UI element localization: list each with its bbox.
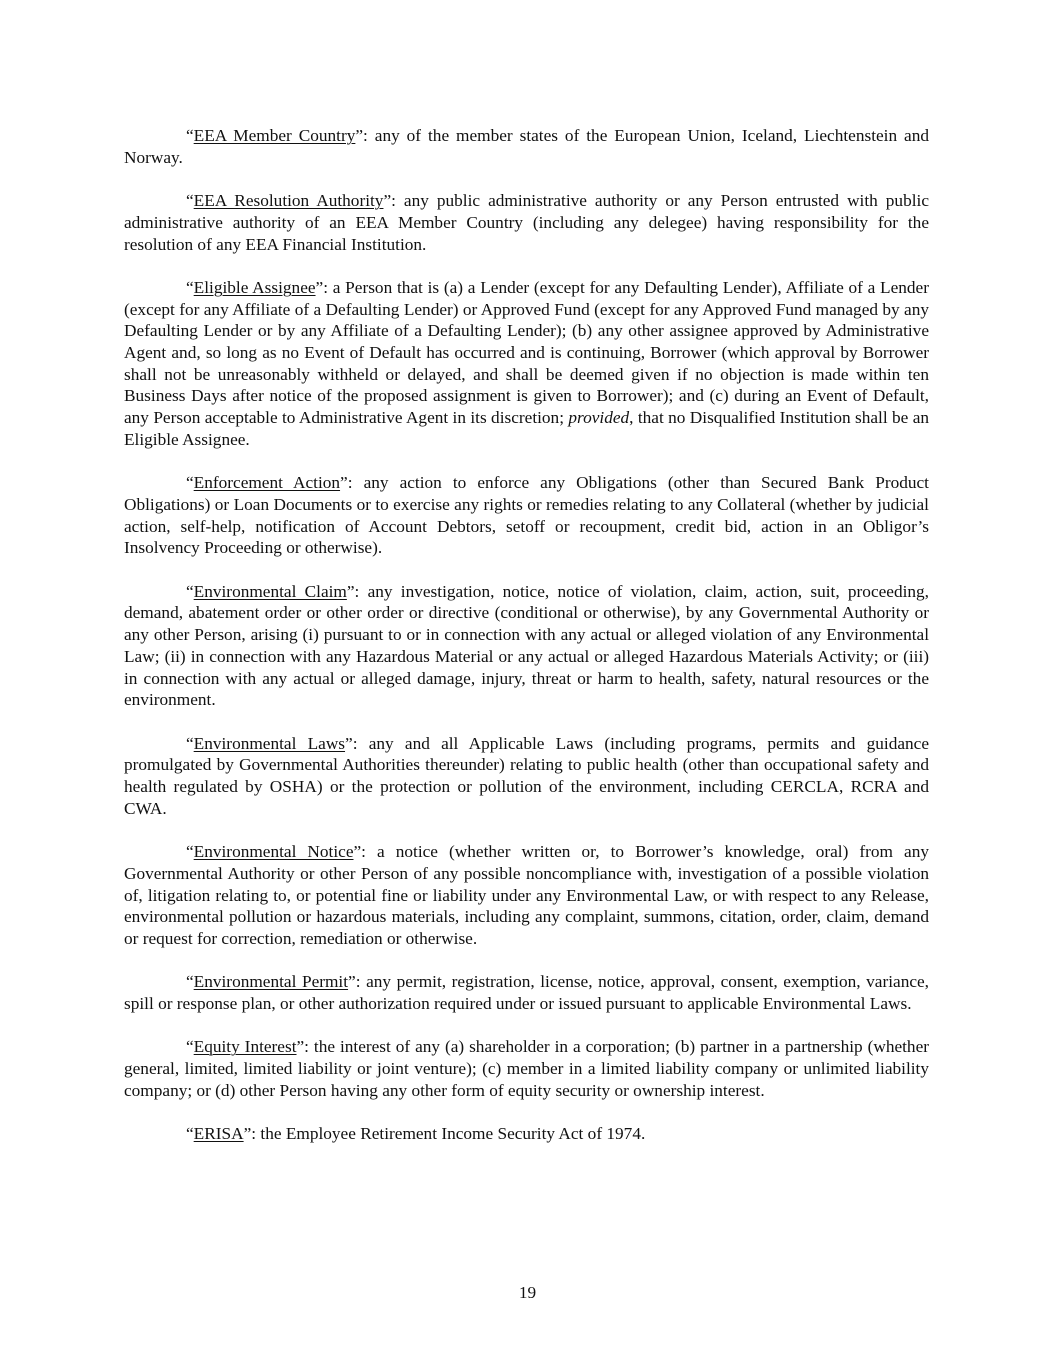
defined-term: Eligible Assignee [193, 277, 316, 297]
definition-eligible-assignee: “Eligible Assignee”: a Person that is (a) a Lender (except for any Defaulting Lender), Affiliate of a Lender (except for any Affiliate of a Defaulting Lender) or Approved Fund (except for any Approved Fund managed by any Defaulting Lender or by any Affiliate of a Defaulting Lender); (b) any other assignee approved by Administrative Agent and, so long as no Event of Default has occurred and is continuing, Borrower (which approval by Borrower shall not be unreasonably withheld or delayed, and shall be deemed given if no objection is made within ten Business Days after notice of the proposed assignment is given to Borrower); and (c) during an Event of Default, any Person acceptable to Administrative Agent in its discretion; provided, that no Disqualified Institution shall be an Eligible Assignee. [124, 277, 930, 449]
definition-erisa: “ERISA”: the Employee Retirement Income Security Act of 1974. [186, 1124, 646, 1144]
definition-text: ”: the interest of any (a) shareholder in a corporation; (b) partner in a partnership (whether general, limited, limited liability or joint venture); (c) member in a limited liability company or unlimited liability company; or (d) other Person having any other form of equity security or ownership interest. [124, 1037, 929, 1100]
definition-text: ”: a Person that is (a) a Lender (except for any Defaulting Lender), Affiliate of a Lender (except for any Affiliate of a Defaulting Lender) or Approved Fund (except for any Approved Fund managed by any Defaulting Lender or by any Affiliate of a Defaulting Lender); (b) any other assignee approved by Administrative Agent and, so long as no Event of Default has occurred and is continuing, Borrower (which approval by Borrower shall not be unreasonably withheld or delayed, and shall be deemed given if no objection is made within ten Business Days after notice of the proposed assignment is given to Borrower); and (c) during an Event of Default, any Person acceptable to Administrative Agent in its discretion; [124, 277, 929, 428]
definition-text: ”: any permit, registration, license, notice, approval, consent, exemption, variance, spill or response plan, or other authorization required under or issued pursuant to applicable Environmental Laws. [124, 972, 929, 1014]
definition-enforcement-action: “Enforcement Action”: any action to enforce any Obligations (other than Secured Bank Product Obligations) or Loan Documents or to exercise any rights or remedies relating to any Collateral (whether by judicial action, self-help, notification of Account Debtors, setoff or recoupment, credit bid, action in an Obligor’s Insolvency Proceeding or otherwise). [124, 473, 929, 558]
document-page [124, 125, 929, 1167]
definition-environmental-laws: “Environmental Laws”: any and all Applicable Laws (including programs, permits and guidance promulgated by Governmental Authorities thereunder) relating to public health (other than occupational safety and health regulated by OSHA) or the protection or pollution of the environment, including CERCLA, RCRA and CWA. [124, 733, 929, 818]
definition-environmental-notice: “Environmental Notice”: a notice (whether written or, to Borrower’s knowledge, oral) from any Governmental Authority or other Person of any possible noncompliance with, investigation of a possible violation of, litigation relating to, or potential fine or liability under any Environmental Law, or with respect to any Release, environmental pollution or hazardous materials, including any complaint, summons, citation, order, claim, demand or request for correction, remediation or otherwise. [124, 842, 929, 948]
definition-environmental-permit: “Environmental Permit”: any permit, registration, license, notice, approval, consent, exemption, variance, spill or response plan, or other authorization required under or issued pursuant to applicable Environmental Laws. [124, 972, 929, 1014]
defined-term: EEA Resolution Authority [193, 191, 384, 211]
definition-eea-member-country: “EEA Member Country”: any of the member states of the European Union, Iceland, Liechtenstein and Norway. [124, 126, 929, 167]
definition-text-tail: , that no Disqualified Institution shall be an Eligible Assignee. [124, 408, 930, 449]
definition-text: ”: any investigation, notice, notice of violation, claim, action, suit, proceeding, demand, abatement order or other order or directive (conditional or otherwise), by any Governmental Authority or any other Person, arising (i) pursuant to or in connection with any actual or alleged violation of any Environmental Law; (ii) in connection with any Hazardous Material or any actual or alleged Hazardous Materials Activity; or (iii) in connection with any actual or alleged damage, injury, threat or harm to health, safety, natural resources or the environment. [124, 581, 929, 710]
definition-text: ”: any of the member states of the European Union, Iceland, Liechtenstein and Norway. [124, 126, 929, 167]
defined-term: Environmental Permit [193, 972, 349, 992]
definition-text: ”: the Employee Retirement Income Security Act of 1974. [243, 1124, 646, 1144]
defined-term: Enforcement Action [193, 473, 341, 493]
defined-term: Environmental Laws [193, 733, 346, 753]
defined-term: Environmental Claim [193, 581, 347, 601]
definition-text: ”: any public administrative authority or any Person entrusted with public administrative authority of an EEA Member Country (including any delegee) having responsibility for the resolution of any EEA Financial Institution. [124, 191, 929, 254]
defined-term: Environmental Notice [193, 842, 354, 862]
defined-term: ERISA [193, 1124, 244, 1144]
definition-text: ”: any and all Applicable Laws (including programs, permits and guidance promulgated by Governmental Authorities thereunder) relating to public health (other than occupational safety and health regulated by OSHA) or the protection or pollution of the environment, including CERCLA, RCRA and CWA. [124, 733, 929, 818]
defined-term: Equity Interest [193, 1037, 297, 1057]
definition-text: ”: a notice (whether written or, to Borrower’s knowledge, oral) from any Governmental Authority or other Person of any possible noncompliance with, investigation of a possible violation of, litigation relating to, or potential fine or liability under any Environmental Law, or with respect to any Release, environmental pollution or hazardous materials, including any complaint, summons, citation, order, claim, demand or request for correction, remediation or otherwise. [124, 842, 929, 948]
italic-proviso: provided [568, 408, 630, 428]
definition-environmental-claim: “Environmental Claim”: any investigation, notice, notice of violation, claim, action, suit, proceeding, demand, abatement order or other order or directive (conditional or otherwise), by any Governmental Authority or any other Person, arising (i) pursuant to or in connection with any actual or alleged violation of any Environmental Law; (ii) in connection with any Hazardous Material or any actual or alleged Hazardous Materials Activity; or (iii) in connection with any actual or alleged damage, injury, threat or harm to health, safety, natural resources or the environment. [124, 581, 929, 710]
definition-eea-resolution-authority: “EEA Resolution Authority”: any public administrative authority or any Person entrusted with public administrative authority of an EEA Member Country (including any delegee) having responsibility for the resolution of any EEA Financial Institution. [124, 191, 929, 254]
page-number: 19 [518, 1283, 537, 1302]
definition-text: ”: any action to enforce any Obligations (other than Secured Bank Product Obligations) or Loan Documents or to exercise any rights or remedies relating to any Collateral (whether by judicial action, self-help, notification of Account Debtors, setoff or recoupment, credit bid, action in an Obligor’s Insolvency Proceeding or otherwise). [124, 473, 929, 558]
definition-equity-interest: “Equity Interest”: the interest of any (a) shareholder in a corporation; (b) partner in a partnership (whether general, limited, limited liability or joint venture); (c) member in a limited liability company or unlimited liability company; or (d) other Person having any other form of equity security or ownership interest. [124, 1037, 929, 1100]
defined-term: EEA Member Country [193, 126, 356, 145]
